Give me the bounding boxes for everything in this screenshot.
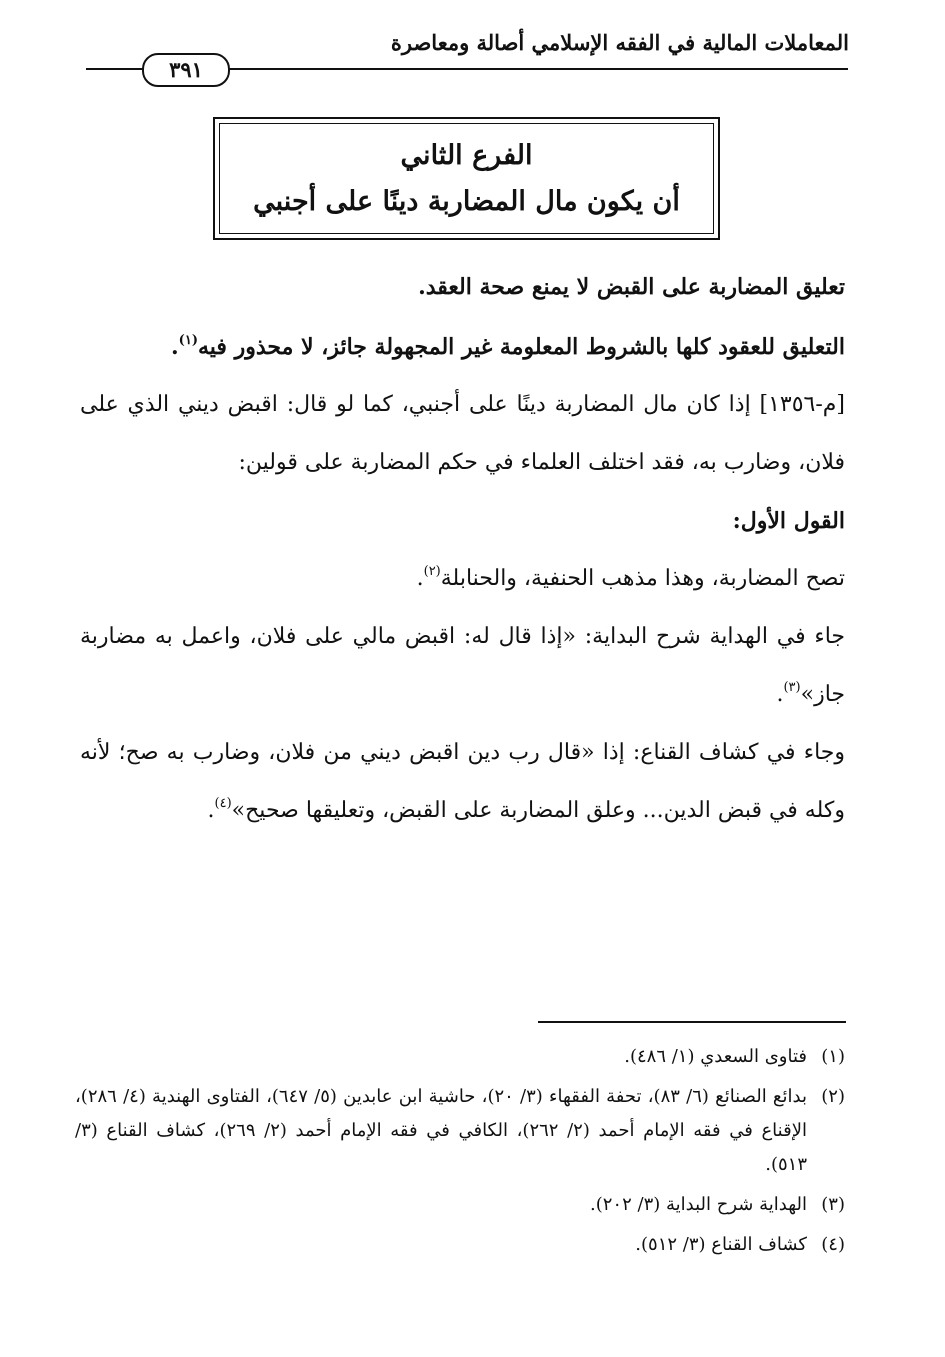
- footnote-number: (٢): [821, 1086, 845, 1107]
- footnote-ref: (٢): [423, 564, 441, 579]
- section-title-frame: [219, 123, 714, 234]
- footnote-item: [75, 1040, 845, 1074]
- footnote-ref: (٤): [214, 796, 232, 811]
- paragraph-issue: [م-١٣٥٦] إذا كان مال المضاربة دينًا على أجنبي، كما لو قال: اقبض ديني الذي على فلان، وضارب به، فقد اختلف العلماء في حكم المضاربة على قولين:: [80, 392, 845, 475]
- paragraph-end: .: [776, 682, 784, 707]
- paragraph-hidaya-quote: [80, 608, 845, 724]
- paragraph-text: وجاء في كشاف القناع: إذا «قال رب دين اقبض ديني من فلان، وضارب به صح؛ لأنه وكله في قبض الدين... وعلق المضاربة على القبض، وتعليقها صحيح»: [80, 740, 845, 823]
- paragraph-rule-detail: [80, 318, 845, 376]
- paragraph-rule-summary: تعليق المضاربة على القبض لا يمنع صحة العقد.: [418, 274, 845, 300]
- paragraph-text: تصح المضاربة، وهذا مذهب الحنفية، والحنابلة: [440, 566, 845, 591]
- paragraph-text: التعليق للعقود كلها بالشروط المعلومة غير المجهولة جائز، لا محذور فيه: [197, 334, 845, 360]
- footnote-number: (١): [821, 1046, 845, 1067]
- section-title-box: [213, 117, 720, 240]
- paragraph-end: .: [171, 334, 179, 360]
- body-text: [80, 258, 845, 840]
- footnote-item: [75, 1228, 845, 1262]
- footnote-text: فتاوى السعدي (١/ ٤٨٦).: [624, 1046, 807, 1067]
- section-branch-label: الفرع الثاني: [400, 139, 533, 171]
- paragraph-end: .: [207, 798, 215, 823]
- footnote-ref: (١): [178, 333, 198, 348]
- footnote-item: [75, 1188, 845, 1222]
- heading-first-opinion: القول الأول:: [732, 508, 845, 534]
- footnotes: [75, 1040, 845, 1268]
- section-title: أن يكون مال المضاربة دينًا على أجنبي: [253, 185, 680, 217]
- footnote-item: [75, 1080, 845, 1182]
- footnote-text: كشاف القناع (٣/ ٥١٢).: [635, 1234, 807, 1255]
- footnote-number: (٣): [821, 1194, 845, 1215]
- footnote-number: (٤): [821, 1234, 845, 1255]
- paragraph-kashshaf-quote: [80, 724, 845, 840]
- footnote-separator: [538, 1021, 846, 1023]
- footnote-text: بدائع الصنائع (٦/ ٨٣)، تحفة الفقهاء (٣/ ٢٠)، حاشية ابن عابدين (٥/ ٦٤٧)، الفتاوى الهندية (٤/ ٢٨٦)، الإقناع في فقه الإمام أحمد (٢/ ٢٦٢)، الكافي في فقه الإمام أحمد (٢/ ٢٦٩)، كشاف القناع (٣/ ٥١٣).: [75, 1086, 807, 1175]
- paragraph-first-opinion: [80, 550, 845, 608]
- paragraph-text: جاء في الهداية شرح البداية: «إذا قال له: اقبض مالي على فلان، واعمل به مضاربة جاز»: [80, 624, 845, 707]
- footnote-ref: (٣): [783, 680, 801, 695]
- paragraph-end: .: [416, 566, 424, 591]
- page-number: ٣٩١: [142, 53, 230, 87]
- running-header-title: المعاملات المالية في الفقه الإسلامي أصالة ومعاصرة: [390, 30, 849, 55]
- footnote-text: الهداية شرح البداية (٣/ ٢٠٢).: [590, 1194, 807, 1215]
